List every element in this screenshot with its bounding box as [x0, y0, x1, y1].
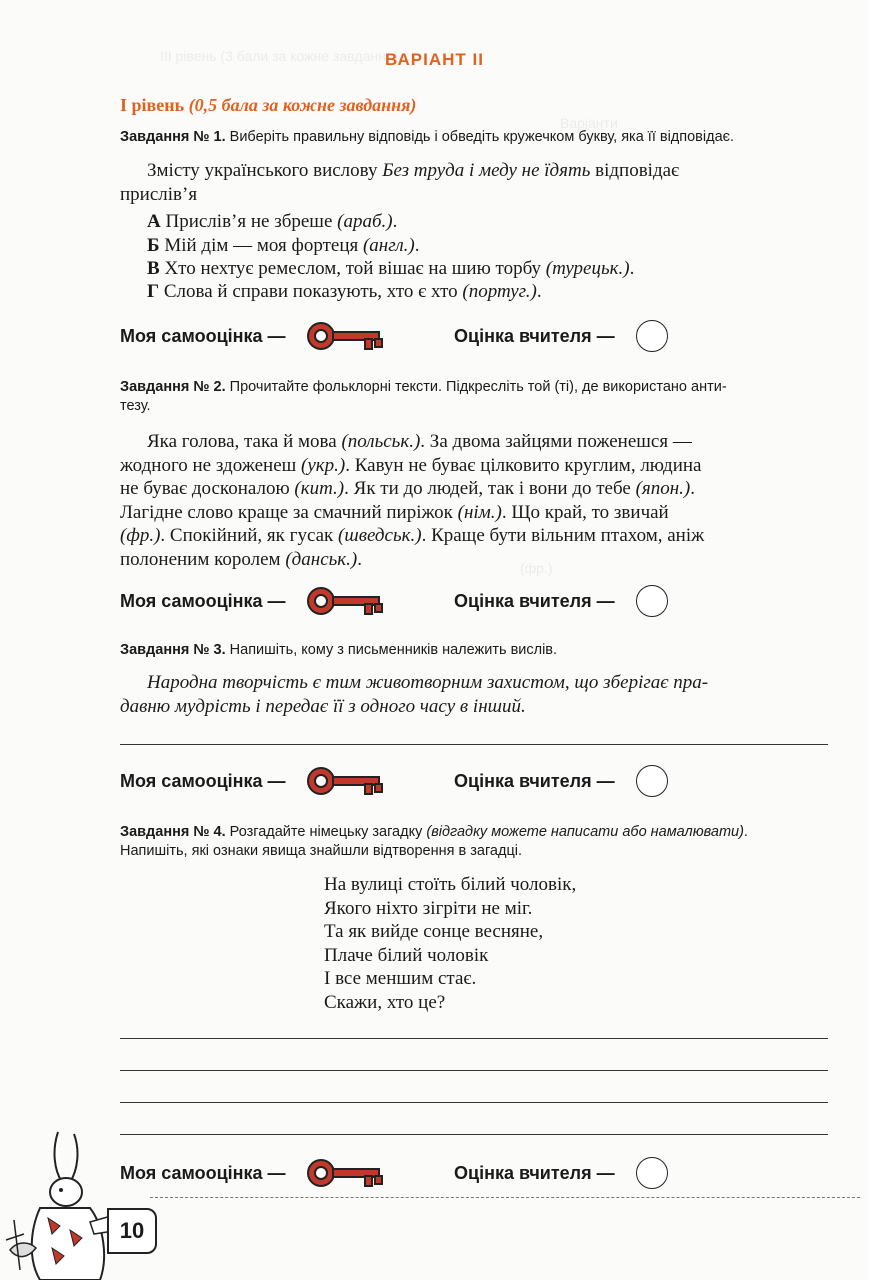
- task3-quote-line: Народна творчість є тим животворним захистом, що зберігає пра-: [147, 672, 709, 693]
- task1-title: Завдання № 1.: [120, 129, 226, 145]
- task3-quote: [120, 671, 830, 718]
- level-prefix: І рівень: [120, 95, 185, 115]
- bleed-through-text: Варіанти: [560, 115, 618, 131]
- bleed-through-text: ІІІ рівень (3 бали за кожне завдання): [160, 48, 399, 64]
- key-icon[interactable]: [305, 320, 393, 352]
- poem-line: Та як вийде сонце весняне,: [324, 921, 544, 942]
- task1-question-text: Змісту українського вислову: [147, 160, 383, 181]
- task2-text: . Як ти до людей, так і вони до тебе: [344, 478, 636, 499]
- teacher-grade-circle[interactable]: [636, 1157, 668, 1189]
- task2-origin: (япон.): [635, 478, 691, 499]
- answer-line[interactable]: [120, 1070, 828, 1071]
- task2-text: не буває досконалою: [120, 478, 295, 499]
- teacher-grade-circle[interactable]: [636, 765, 668, 797]
- task1-question-italic: Без труда і меду не їдять: [382, 160, 591, 181]
- task3-instruction-text: Напишіть, кому з письменників належить вислів.: [229, 642, 558, 658]
- poem-line: На вулиці стоїть білий чоловік,: [324, 874, 577, 895]
- poem-line: Скажи, хто це?: [324, 991, 446, 1013]
- task2-origin: (польськ.): [341, 431, 421, 452]
- option-text: Слова й справи показують, хто є хто: [159, 281, 463, 302]
- self-assessment-label: Моя самооцінка —: [120, 326, 286, 346]
- cut-line: [150, 1197, 860, 1198]
- task2-text: жодного не здоженеш: [120, 454, 302, 476]
- option-text: Хто нехтує ремеслом, той вішає на шию торбу: [159, 258, 546, 279]
- self-assessment-label: Моя самооцінка —: [120, 771, 286, 791]
- option-end: .: [392, 211, 398, 232]
- task2-text: . Кавун не буває цілковито круглим, людина: [345, 454, 702, 476]
- teacher-assessment-label: Оцінка вчителя —: [454, 591, 615, 611]
- task2-text: .: [690, 478, 695, 499]
- task2-text: . Краще бути вільним птахом, аніж: [421, 525, 705, 546]
- task1-question: [120, 159, 830, 206]
- answer-line[interactable]: [120, 744, 828, 745]
- task2-text: . Спокійний, як гусак: [160, 525, 339, 546]
- task4-instruction-text: Розгадайте німецьку загадку: [229, 824, 427, 840]
- task2-line: [120, 548, 830, 572]
- key-icon[interactable]: [305, 585, 393, 617]
- task1-question-tail: відповідає: [590, 160, 680, 181]
- page-number: 10: [107, 1208, 157, 1254]
- option-text: Прислів’я не збреше: [160, 211, 338, 232]
- task2-text: Яка голова, така й мова: [147, 431, 342, 452]
- level-detail: (0,5 бала за кожне завдання): [188, 95, 417, 115]
- option-letter[interactable]: Б: [147, 235, 160, 256]
- answer-line[interactable]: [120, 1102, 828, 1103]
- option-text: Мій дім — моя фортеця: [159, 235, 363, 256]
- task2-title: Завдання № 2.: [120, 379, 226, 395]
- task1-instruction-text: Виберіть правильну відповідь і обведіть кружечком букву, яка її відповідає.: [229, 129, 735, 145]
- task1-instruction: [120, 128, 832, 147]
- answer-line[interactable]: [120, 1038, 828, 1039]
- task2-origin: (кит.): [294, 478, 345, 499]
- task2-line: [120, 454, 830, 478]
- assessment-row: [120, 765, 832, 799]
- self-assessment-label: Моя самооцінка —: [120, 591, 286, 611]
- task2-text: . Що край, то звичай: [501, 501, 669, 523]
- task2-line: [120, 501, 830, 525]
- self-assessment-label: Моя самооцінка —: [120, 1163, 286, 1183]
- option-b[interactable]: [147, 234, 420, 258]
- answer-line[interactable]: [120, 1134, 828, 1135]
- task2-origin: (шведськ.): [338, 525, 422, 546]
- assessment-row: [120, 320, 832, 354]
- option-end: .: [414, 235, 420, 256]
- task3-instruction: [120, 641, 832, 660]
- task2-instruction-text: Прочитайте фольклорні тексти. Підкресліть той (ті), де використано анти-: [229, 379, 727, 395]
- assessment-row: [120, 585, 832, 619]
- task3-title: Завдання № 3.: [120, 642, 226, 658]
- task2-instruction: [120, 378, 832, 416]
- task2-origin: (нім.): [457, 501, 502, 523]
- assessment-row: [120, 1157, 832, 1191]
- teacher-assessment-label: Оцінка вчителя —: [454, 771, 615, 791]
- level-heading: [120, 95, 416, 116]
- task4-title: Завдання № 4.: [120, 824, 226, 840]
- task4-instruction-text2: Напишіть, які ознаки явища знайшли відтворення в загадці.: [120, 843, 522, 859]
- task2-texts: [120, 430, 830, 571]
- poem-line: Якого ніхто зігріти не міг.: [324, 897, 533, 919]
- task2-origin: (укр.): [301, 454, 346, 476]
- option-origin: (турецьк.): [545, 258, 630, 279]
- poem-line: І все меншим стає.: [324, 968, 477, 989]
- task2-text: полоненим королем: [120, 548, 286, 570]
- poem-line: Плаче білий чоловік: [324, 944, 489, 966]
- riddle-poem: [324, 873, 576, 1014]
- task2-line: [120, 430, 830, 454]
- variant-title: ВАРІАНТ ІІ: [385, 50, 484, 69]
- teacher-assessment-label: Оцінка вчителя —: [454, 1163, 615, 1183]
- option-origin: (англ.): [362, 235, 415, 256]
- option-end: .: [629, 258, 635, 279]
- bleed-through-text: (фр.): [520, 560, 553, 576]
- key-icon[interactable]: [305, 765, 393, 797]
- task2-line: [120, 524, 830, 548]
- task1-question-line2: прислів’я: [120, 183, 198, 205]
- option-a[interactable]: [147, 210, 397, 234]
- teacher-grade-circle[interactable]: [636, 320, 668, 352]
- option-origin: (араб.): [337, 211, 393, 232]
- task2-text: . За двома зайцями поженешся —: [420, 431, 692, 452]
- task2-line: [120, 477, 830, 501]
- teacher-assessment-label: Оцінка вчителя —: [454, 326, 615, 346]
- task2-origin: (фр.): [120, 525, 161, 546]
- task3-quote-line: давню мудрість і передає її з одного часу в інший.: [120, 695, 526, 717]
- task4-instruction-italic: (відгадку можете написати або намалювати): [426, 824, 744, 840]
- key-icon[interactable]: [305, 1157, 393, 1189]
- option-g[interactable]: [147, 280, 542, 304]
- option-letter[interactable]: В: [147, 258, 160, 279]
- task2-instruction-text2: тезу.: [120, 398, 151, 414]
- option-v[interactable]: [147, 257, 634, 281]
- white-rabbit-illustration: [0, 1130, 130, 1280]
- task4-instruction-end: .: [743, 824, 748, 840]
- option-origin: (португ.): [462, 281, 537, 302]
- option-letter[interactable]: Г: [147, 281, 160, 302]
- task2-origin: (данськ.): [285, 548, 358, 570]
- option-end: .: [536, 281, 542, 302]
- task2-text: .: [357, 548, 362, 570]
- task2-text: Лагідне слово краще за смачний пиріжок: [120, 501, 458, 523]
- teacher-grade-circle[interactable]: [636, 585, 668, 617]
- task4-instruction: [120, 823, 832, 861]
- option-letter[interactable]: А: [147, 211, 161, 232]
